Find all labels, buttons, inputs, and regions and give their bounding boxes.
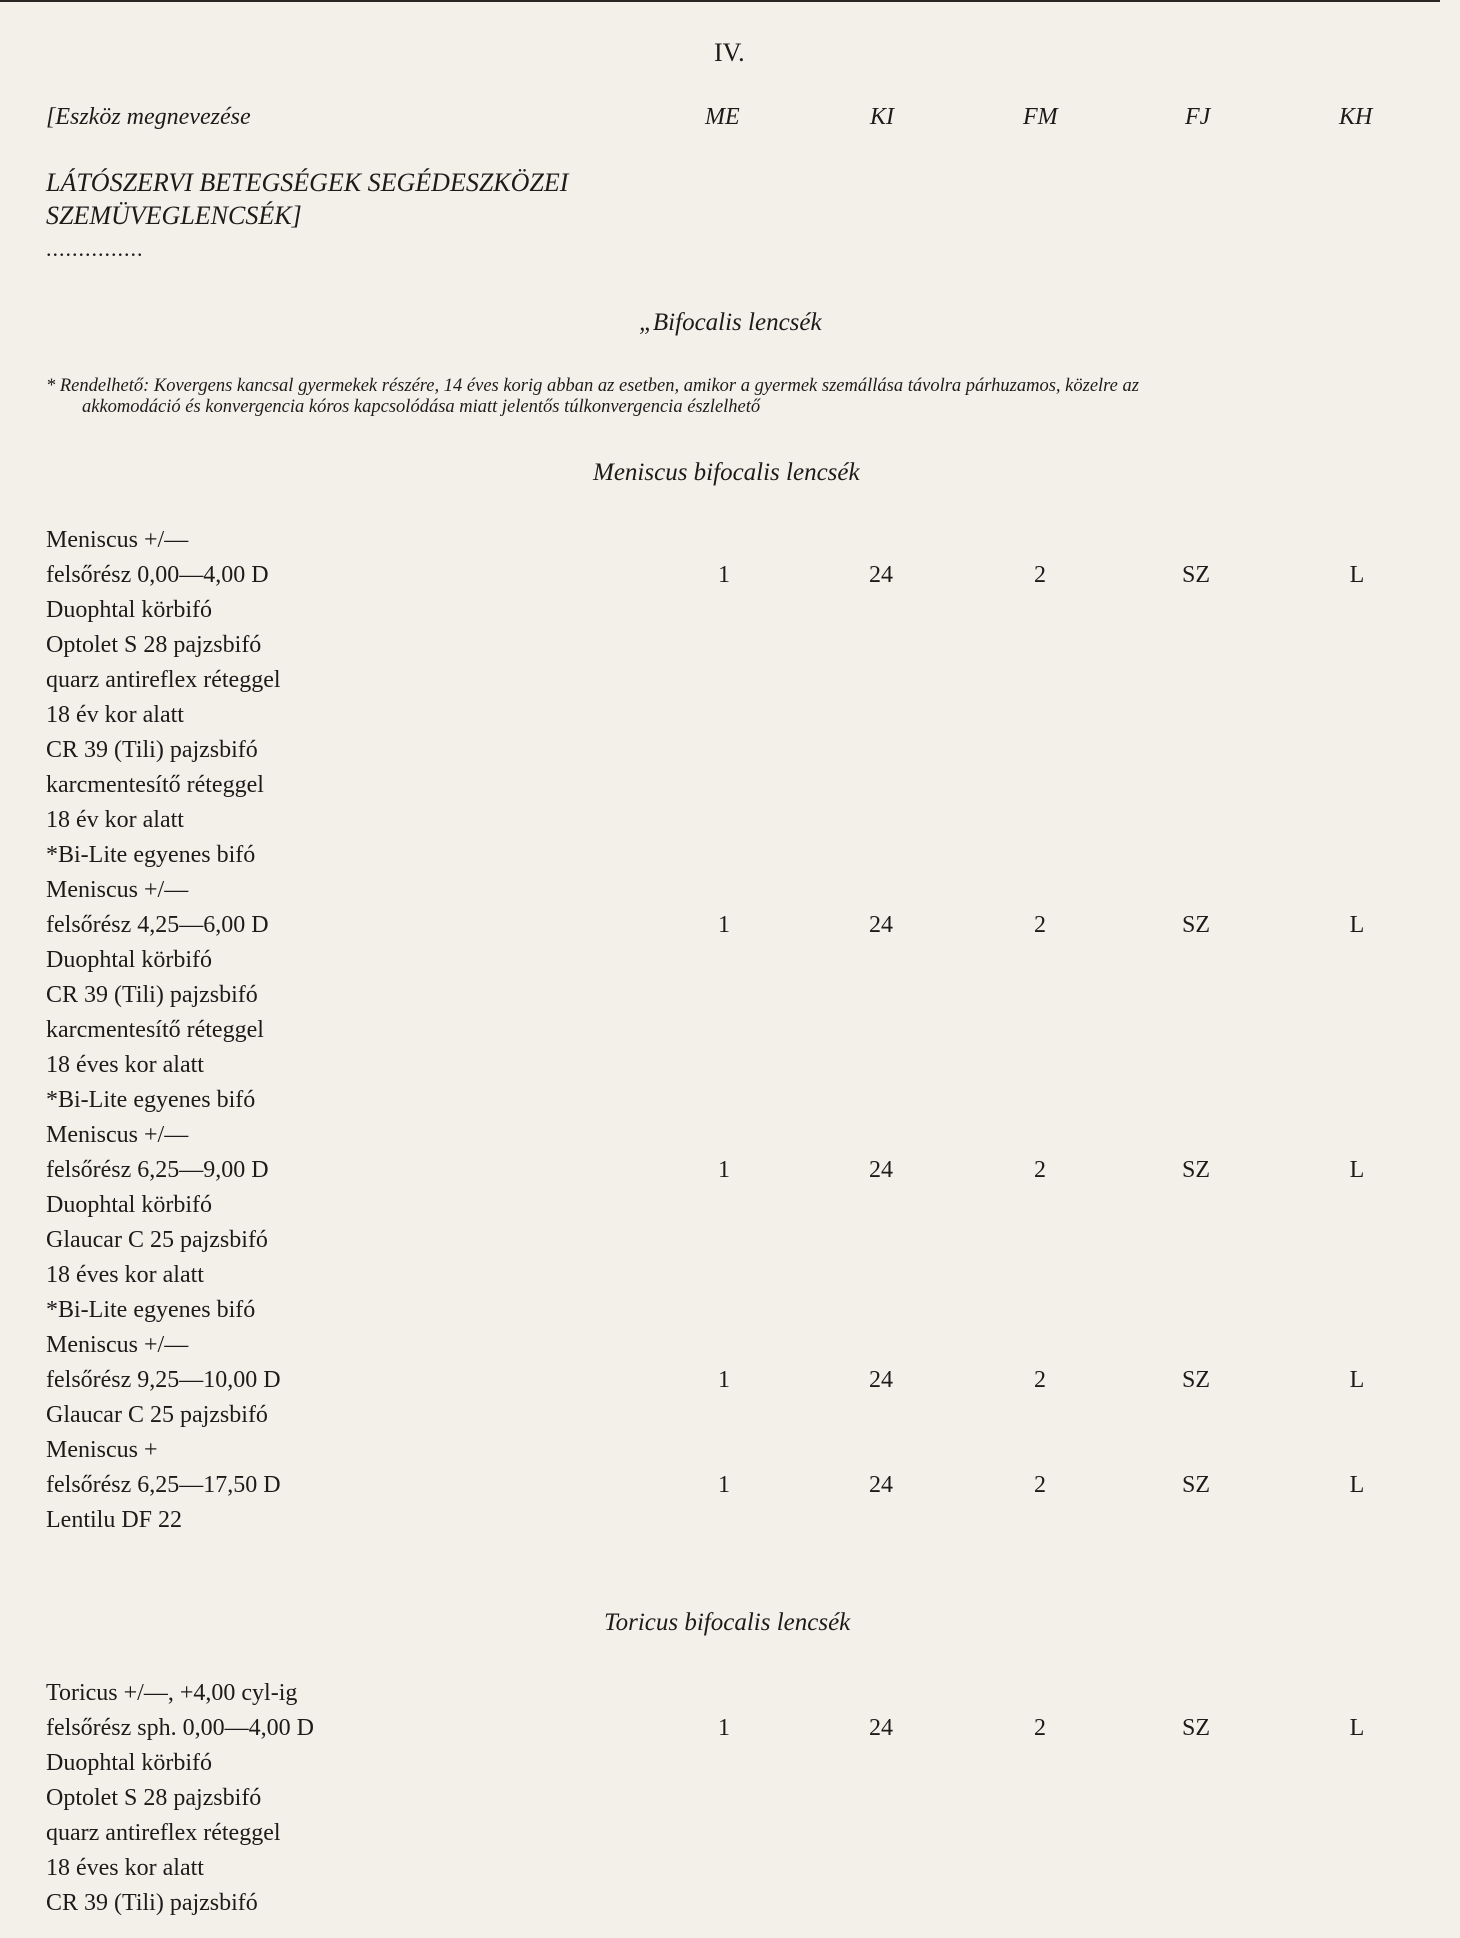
value-fm: 2 [1034, 562, 1046, 588]
item-line: karcmentesítő réteggel [46, 1017, 264, 1043]
value-fm: 2 [1034, 1157, 1046, 1183]
item-line: Duophtal körbifó [46, 1192, 212, 1218]
item-line: Meniscus +/— [46, 1332, 189, 1358]
value-kh: L [1349, 562, 1365, 588]
subsection-meniscus: Meniscus bifocalis lencsék [593, 459, 860, 486]
item-line: Meniscus +/— [46, 877, 189, 903]
item-line: felsőrész 4,25—6,00 D [46, 912, 269, 938]
item-line: quarz antireflex réteggel [46, 667, 281, 693]
item-line: felsőrész 9,25—10,00 D [46, 1367, 281, 1393]
item-line: Duophtal körbifó [46, 947, 212, 973]
item-line: Glaucar C 25 pajzsbifó [46, 1227, 268, 1253]
footnote [46, 376, 1446, 418]
item-line: felsőrész 6,25—17,50 D [46, 1472, 281, 1498]
subsection-toricus: Toricus bifocalis lencsék [604, 1609, 851, 1636]
value-kh: L [1349, 1472, 1365, 1498]
category-line-2: SZEMÜVEGLENCSÉK] [46, 201, 302, 230]
item-line: karcmentesítő réteggel [46, 772, 264, 798]
value-ki: 24 [869, 1715, 893, 1741]
top-rule [0, 0, 1440, 2]
item-line: felsőrész sph. 0,00—4,00 D [46, 1715, 314, 1741]
item-line: 18 éves kor alatt [46, 1262, 204, 1288]
value-fj: SZ [1181, 912, 1211, 938]
value-fm: 2 [1034, 1367, 1046, 1393]
item-line: felsőrész 6,25—9,00 D [46, 1157, 269, 1183]
value-me: 1 [718, 912, 730, 938]
item-line: Meniscus +/— [46, 527, 189, 553]
value-fj: SZ [1181, 562, 1211, 588]
item-line: Duophtal körbifó [46, 1750, 212, 1776]
value-fm: 2 [1034, 1472, 1046, 1498]
item-line: 18 éves kor alatt [46, 1855, 204, 1881]
item-line: Optolet S 28 pajzsbifó [46, 1785, 262, 1811]
page-number: IV. [714, 38, 745, 67]
value-ki: 24 [869, 1472, 893, 1498]
header-name-column: [Eszköz megnevezése [46, 104, 251, 130]
item-line: Optolet S 28 pajzsbifó [46, 632, 262, 658]
item-line: Duophtal körbifó [46, 597, 212, 623]
value-fm: 2 [1034, 912, 1046, 938]
header-col-fm: FM [1023, 104, 1058, 130]
value-kh: L [1349, 912, 1365, 938]
value-me: 1 [718, 1472, 730, 1498]
value-kh: L [1349, 1157, 1365, 1183]
value-fj: SZ [1181, 1715, 1211, 1741]
value-ki: 24 [869, 562, 893, 588]
value-me: 1 [718, 1715, 730, 1741]
item-line: *Bi-Lite egyenes bifó [46, 1087, 256, 1113]
value-fj: SZ [1181, 1157, 1211, 1183]
item-line: Lentilu DF 22 [46, 1507, 182, 1533]
item-line: CR 39 (Tili) pajzsbifó [46, 737, 258, 763]
footnote-line-2: akkomodáció és konvergencia kóros kapcsolódása miatt jelentős túlkonvergencia észlelhető [82, 397, 761, 417]
item-line: quarz antireflex réteggel [46, 1820, 281, 1846]
value-ki: 24 [869, 1157, 893, 1183]
header-col-me: ME [705, 104, 740, 130]
value-me: 1 [718, 562, 730, 588]
header-col-kh: KH [1339, 104, 1373, 130]
value-ki: 24 [869, 912, 893, 938]
item-line: 18 éves kor alatt [46, 1052, 204, 1078]
item-line: *Bi-Lite egyenes bifó [46, 1297, 256, 1323]
header-col-ki: KI [870, 104, 894, 130]
item-line: felsőrész 0,00—4,00 D [46, 562, 269, 588]
value-me: 1 [718, 1157, 730, 1183]
value-fj: SZ [1181, 1367, 1211, 1393]
item-line: *Bi-Lite egyenes bifó [46, 842, 256, 868]
footnote-line-1: * Rendelhető: Kovergens kancsal gyermekek részére, 14 éves korig abban az esetben, amikor a gyermek szemállása távolra párhuzamos, közelre az [46, 376, 1139, 396]
item-line: 18 év kor alatt [46, 807, 184, 833]
header-col-fj: FJ [1185, 104, 1211, 130]
item-line: CR 39 (Tili) pajzsbifó [46, 1890, 258, 1916]
value-kh: L [1349, 1715, 1365, 1741]
item-line: Meniscus + [46, 1437, 158, 1463]
value-fj: SZ [1181, 1472, 1211, 1498]
category-ellipsis: ............... [46, 236, 144, 261]
value-ki: 24 [869, 1367, 893, 1393]
item-line: CR 39 (Tili) pajzsbifó [46, 982, 258, 1008]
section-title: „Bifocalis lencsék [639, 309, 822, 336]
value-me: 1 [718, 1367, 730, 1393]
category-line-1: LÁTÓSZERVI BETEGSÉGEK SEGÉDESZKÖZEI [46, 168, 569, 197]
item-line: Meniscus +/— [46, 1122, 189, 1148]
value-fm: 2 [1034, 1715, 1046, 1741]
item-line: Toricus +/—, +4,00 cyl-ig [46, 1680, 298, 1706]
item-line: 18 év kor alatt [46, 702, 184, 728]
item-line: Glaucar C 25 pajzsbifó [46, 1402, 268, 1428]
category-title [46, 166, 568, 232]
value-kh: L [1349, 1367, 1365, 1393]
